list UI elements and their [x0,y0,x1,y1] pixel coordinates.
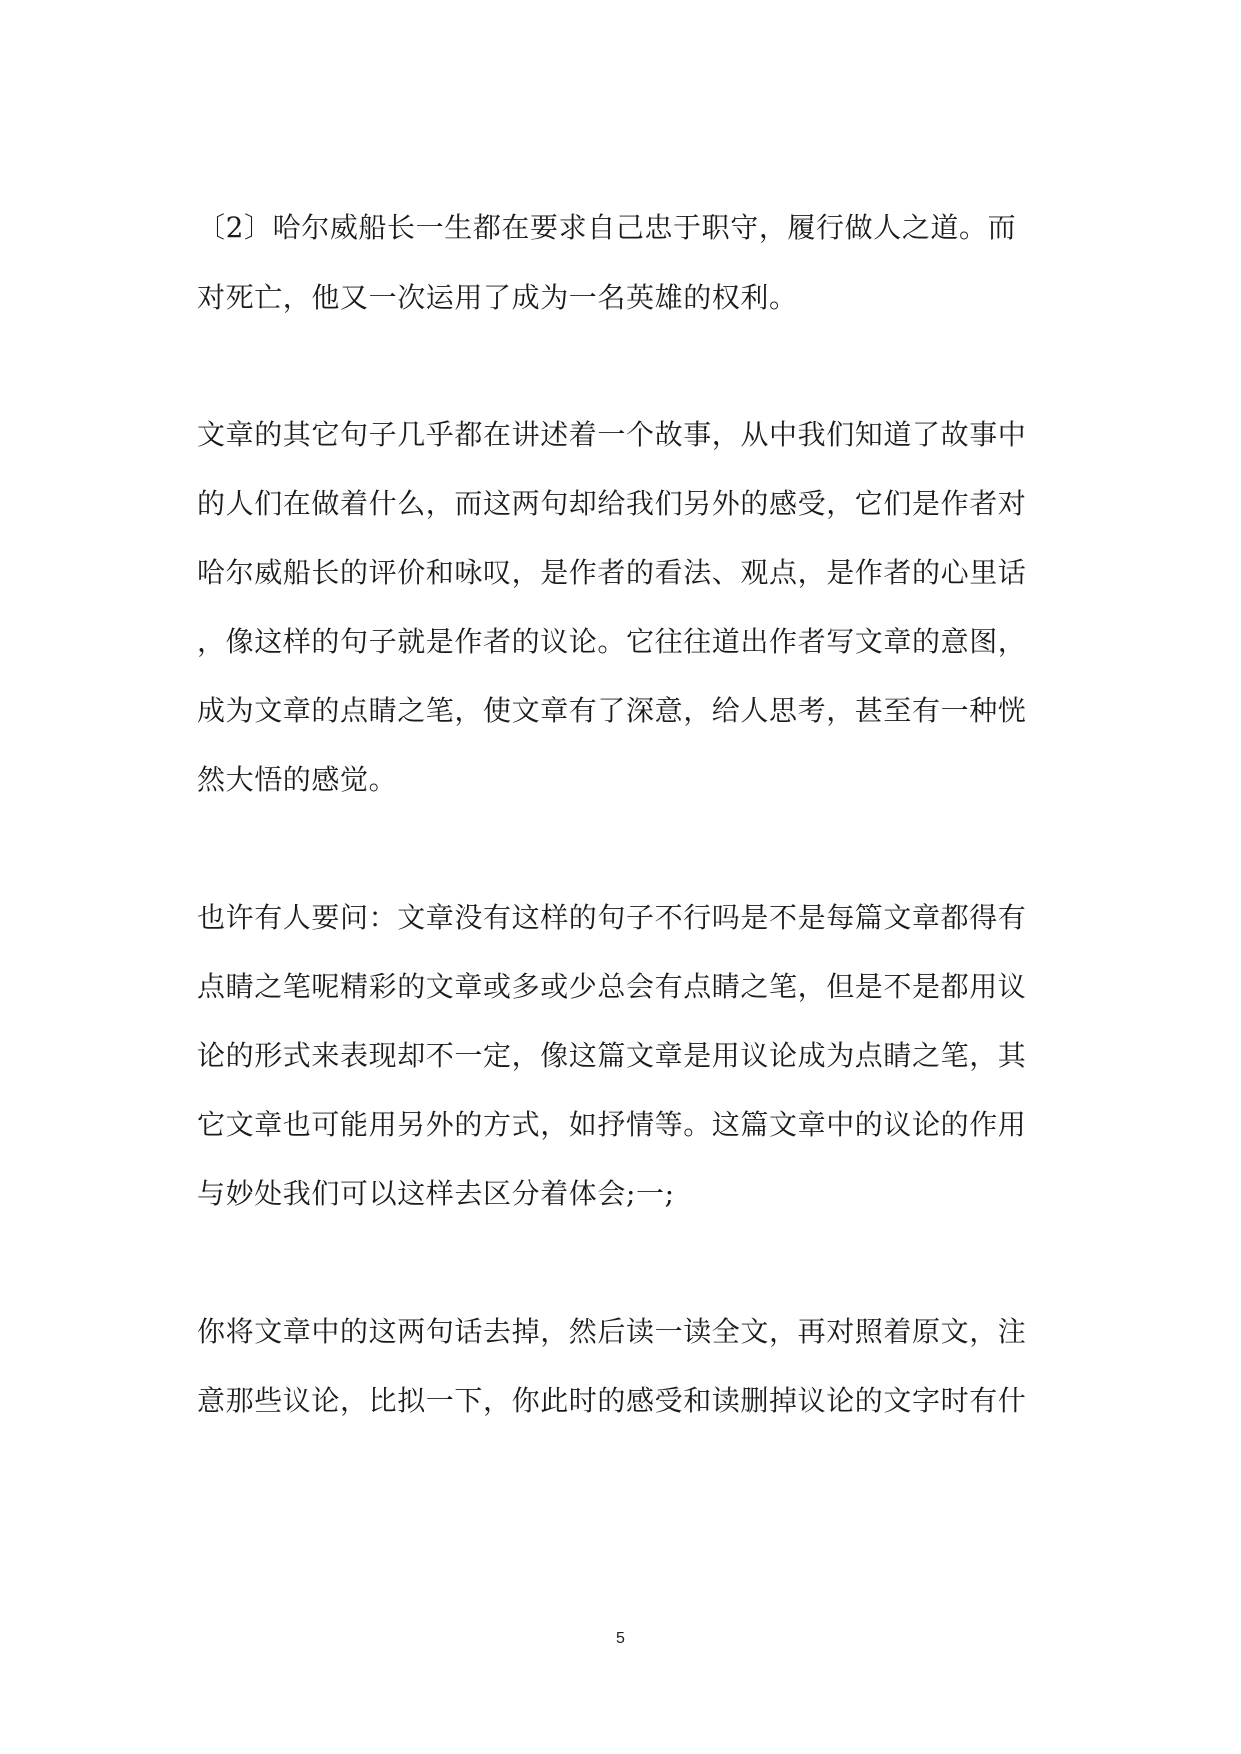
paragraph-3-line-5: 与妙处我们可以这样去区分着体会;一; [197,1177,675,1210]
paragraph-2-line-6: 然大悟的感觉。 [197,763,398,796]
paragraph-1-line-1: 〔2〕哈尔威船长一生都在要求自己忠于职守，履行做人之道。而 [197,211,1017,244]
paragraph-2-line-4: ，像这样的句子就是作者的议论。它往往道出作者写文章的意图， [197,625,1027,658]
paragraph-2-line-1: 文章的其它句子几乎都在讲述着一个故事，从中我们知道了故事中 [197,418,1027,451]
paragraph-4-line-1: 你将文章中的这两句话去掉，然后读一读全文，再对照着原文，注 [197,1315,1027,1348]
paragraph-2-line-2: 的人们在做着什么，而这两句却给我们另外的感受，它们是作者对 [197,487,1027,520]
paragraph-3-line-3: 论的形式来表现却不一定，像这篇文章是用议论成为点睛之笔，其 [197,1039,1027,1072]
paragraph-4-line-2: 意那些议论，比拟一下，你此时的感受和读删掉议论的文字时有什 [197,1384,1027,1417]
paragraph-2-line-3: 哈尔威船长的评价和咏叹，是作者的看法、观点，是作者的心里话 [197,556,1027,589]
paragraph-3-line-1: 也许有人要问：文章没有这样的句子不行吗是不是每篇文章都得有 [197,901,1027,934]
paragraph-3-line-4: 它文章也可能用另外的方式，如抒情等。这篇文章中的议论的作用 [197,1108,1027,1141]
paragraph-3-line-2: 点睛之笔呢精彩的文章或多或少总会有点睛之笔，但是不是都用议 [197,970,1027,1003]
page-number: 5 [616,1630,625,1647]
paragraph-2-line-5: 成为文章的点睛之笔，使文章有了深意，给人思考，甚至有一种恍 [197,694,1027,727]
paragraph-1-line-2: 对死亡，他又一次运用了成为一名英雄的权利。 [197,281,798,314]
